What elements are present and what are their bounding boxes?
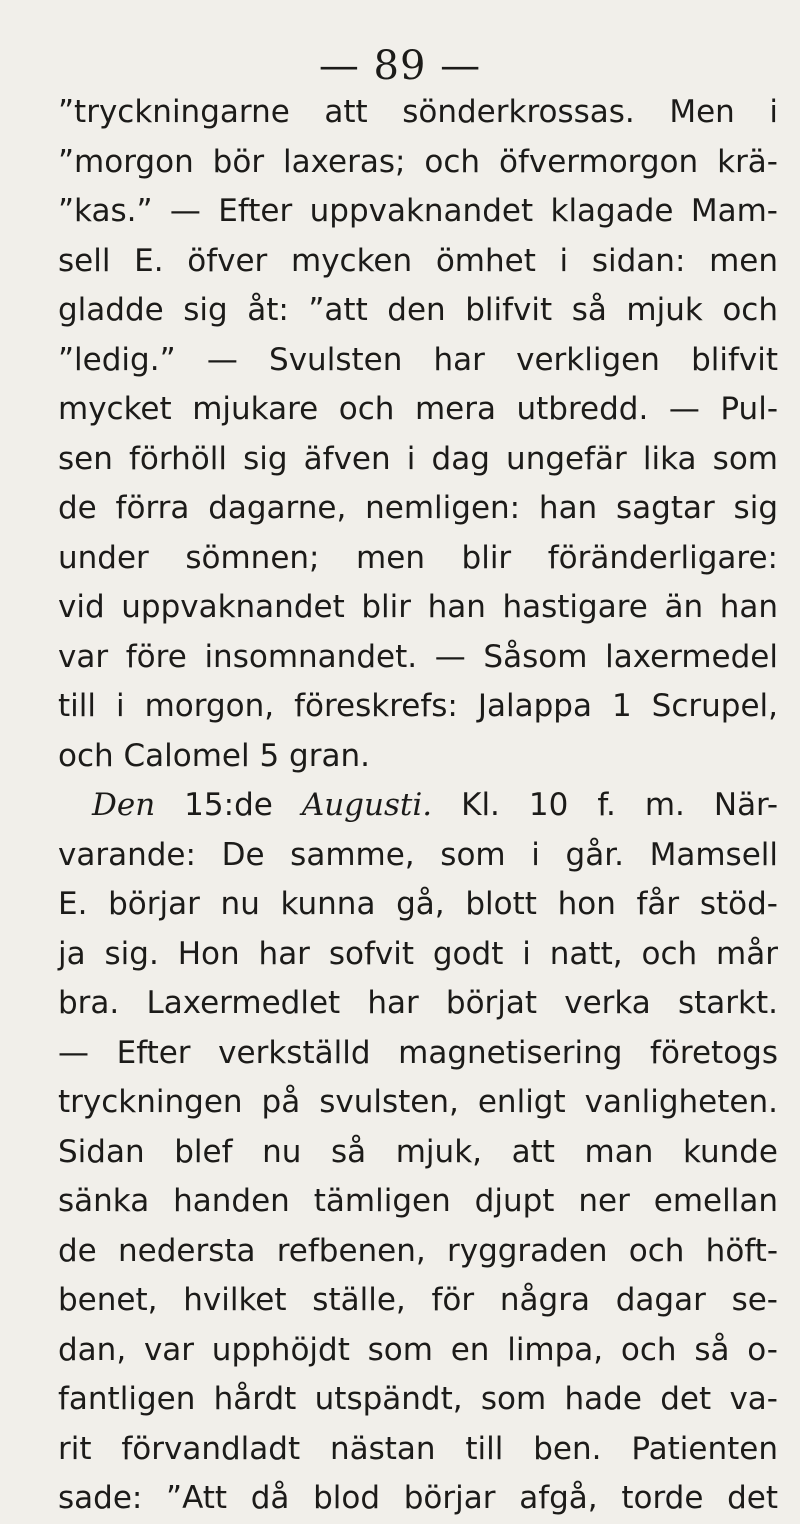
- text-line: tryckningen på svulsten, enligt vanligheten.: [58, 1084, 778, 1120]
- text-line: benet, hvilket ställe, för några dagar se-: [58, 1282, 778, 1318]
- entry-month: Augusti.: [301, 787, 433, 823]
- text-line: vid uppvaknandet blir han hastigare än han: [58, 589, 778, 625]
- text-line: sell E. öfver mycken ömhet i sidan: men: [58, 242, 778, 279]
- text-line: sade: ”Att då blod börjar afgå, torde det: [58, 1480, 778, 1516]
- body-text: [58, 88, 778, 1524]
- text-line: de nedersta refbenen, ryggraden och höft-: [58, 1232, 778, 1269]
- text-line: ”kas.” — Efter uppvaknandet klagade Mam-: [58, 193, 778, 229]
- text-line: sänka handen tämligen djupt ner emellan: [58, 1183, 778, 1219]
- text-line: de förra dagarne, nemligen: han sagtar sig: [58, 490, 778, 526]
- text-line: under sömnen; men blir föränderligare:: [58, 539, 778, 576]
- text-line: ”ledig.” — Svulsten har verkligen blifvit: [58, 341, 778, 378]
- text-line: varande: De samme, som i går. Mamsell: [58, 836, 778, 873]
- entry-den: Den: [92, 787, 156, 823]
- text-line: Sidan blef nu så mjuk, att man kunde: [58, 1133, 778, 1170]
- text-line: sen förhöll sig äfven i dag ungefär lika som: [58, 440, 778, 477]
- text-line: till i morgon, föreskrefs: Jalappa 1 Scrupel,: [58, 688, 778, 724]
- diary-entry-heading: [58, 781, 778, 831]
- text-line: dan, var upphöjdt som en limpa, och så o-: [58, 1331, 778, 1368]
- text-line: ”morgon bör laxeras; och öfvermorgon krä-: [58, 143, 778, 180]
- text-line: mycket mjukare och mera utbredd. — Pul-: [58, 391, 778, 427]
- entry-time: Kl. 10 f. m. När-: [461, 787, 779, 823]
- page-number-header: — 89 —: [318, 43, 482, 89]
- entry-date-number: 15:de: [184, 787, 273, 823]
- text-line: rit förvandladt nästan till ben. Patienten: [58, 1430, 778, 1467]
- text-line: gladde sig åt: ”att den blifvit så mjuk och: [58, 292, 778, 328]
- text-line: var före insomnandet. — Såsom laxermedel: [58, 638, 778, 675]
- text-line: bra. Laxermedlet har börjat verka starkt.: [58, 985, 778, 1021]
- text-line: ja sig. Hon har sofvit godt i natt, och mår: [58, 935, 778, 972]
- text-line: fantligen hårdt utspändt, som hade det va-: [58, 1381, 778, 1417]
- text-line: och Calomel 5 gran.: [58, 737, 370, 774]
- text-line: ”tryckningarne att sönderkrossas. Men i: [58, 94, 778, 130]
- text-line: E. börjar nu kunna gå, blott hon får stöd-: [58, 886, 778, 922]
- text-line: — Efter verkställd magnetisering företogs: [58, 1034, 778, 1071]
